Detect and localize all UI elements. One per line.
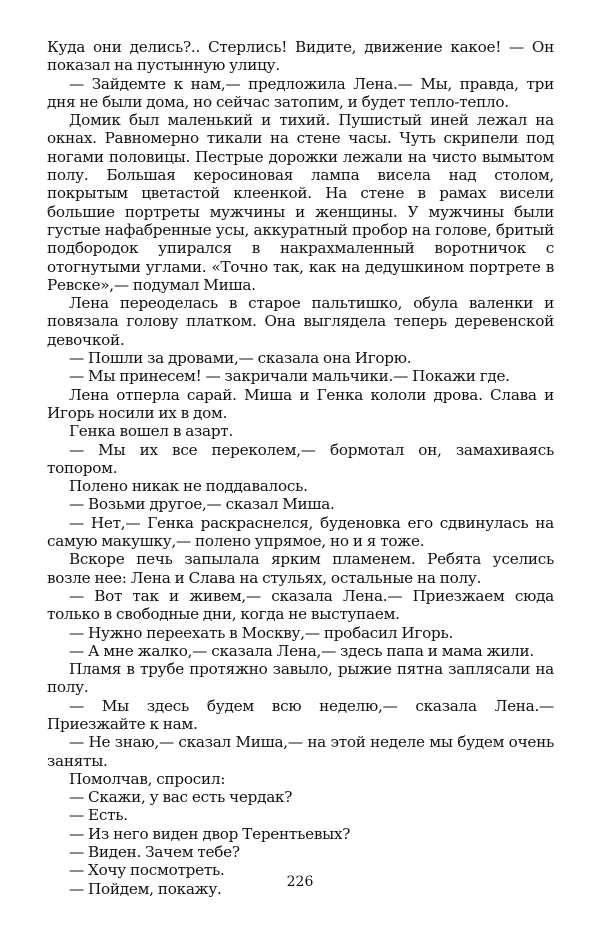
paragraph-2: — Зайдемте к нам,— предложила Лена.— Мы, правда, три дня не были дома, но сейчас затопим, и будет тепло-тепло. <box>47 74 554 111</box>
paragraph-13: Вскоре печь запылала ярким пламенем. Ребята уселись возле нее: Лена и Слава на стульях, остальные на полу. <box>47 550 554 587</box>
paragraph-21: — Скажи, у вас есть чердак? <box>69 788 293 807</box>
paragraph-20: Помолчав, спросил: <box>69 769 226 788</box>
paragraph-22: — Есть. <box>69 806 128 825</box>
paragraph-8: Генка вошел в азарт. <box>69 422 234 441</box>
page-text <box>47 38 554 898</box>
paragraph-25: — Хочу посмотреть. <box>69 861 225 880</box>
paragraph-14: — Вот так и живем,— сказала Лена.— Приезжаем сюда только в свободные дни, когда не выступаем. <box>47 586 554 624</box>
paragraph-12: — Нет,— Генка раскраснелся, буденовка его сдвинулась на самую макушку,— полено упрямое, но и я тоже. <box>47 513 554 551</box>
paragraph-11: — Возьми другое,— сказал Миша. <box>69 495 335 514</box>
paragraph-19: — Не знаю,— сказал Миша,— на этой неделе мы будем очень заняты. <box>47 733 554 770</box>
paragraph-24: — Виден. Зачем тебе? <box>69 843 240 862</box>
paragraph-26: — Пойдем, покажу. <box>69 879 222 898</box>
paragraph-10: Полено никак не поддавалось. <box>69 477 308 496</box>
paragraph-17: Пламя в трубе протяжно завыло, рыжие пятна заплясали на полу. <box>47 660 554 697</box>
paragraph-18: — Мы здесь будем всю неделю,— сказала Лена.— Приезжайте к нам. <box>47 696 554 733</box>
paragraph-15: — Нужно переехать в Москву,— пробасил Игорь. <box>69 623 454 642</box>
paragraph-5: — Пошли за дровами,— сказала она Игорю. <box>69 349 412 368</box>
paragraph-7: Лена отперла сарай. Миша и Генка кололи дрова. Слава и Игорь носили их в дом. <box>47 385 554 422</box>
paragraph-9: — Мы их все переколем,— бормотал он, замахиваясь топором. <box>47 440 554 477</box>
paragraph-23: — Из него виден двор Терентьевых? <box>69 824 351 843</box>
paragraph-3: Домик был маленький и тихий. Пушистый иней лежал на окнах. Равномерно тикали на стене часы. Чуть скрипели под ногами половицы. Пестрые дорожки лежали на чисто вымытом полу. Большая керосиновая лампа висела над столом, покрытым цветастой клеенкой. На стене в рамах висели большие портреты мужчины и женщины. У мужчины были густые нафабренные усы, аккуратный пробор на голове, бритый подбородок упирался в накрахмаленный воротничок с отогнутыми углами. «Точно так, как на дедушкином портрете в Ревске»,— подумал Миша. <box>47 111 554 294</box>
paragraph-16: — А мне жалко,— сказала Лена,— здесь папа и мама жили. <box>69 641 534 660</box>
page-number: 226 <box>286 874 314 890</box>
paragraph-6: — Мы принесем! — закричали мальчики.— Покажи где. <box>69 367 510 386</box>
paragraph-1: Куда они делись?.. Стерлись! Видите, движение какое! — Он показал на пустынную улицу. <box>47 38 554 75</box>
paragraph-4: Лена переоделась в старое пальтишко, обула валенки и повязала голову платком. Она выглядела теперь деревенской девочкой. <box>47 294 554 349</box>
